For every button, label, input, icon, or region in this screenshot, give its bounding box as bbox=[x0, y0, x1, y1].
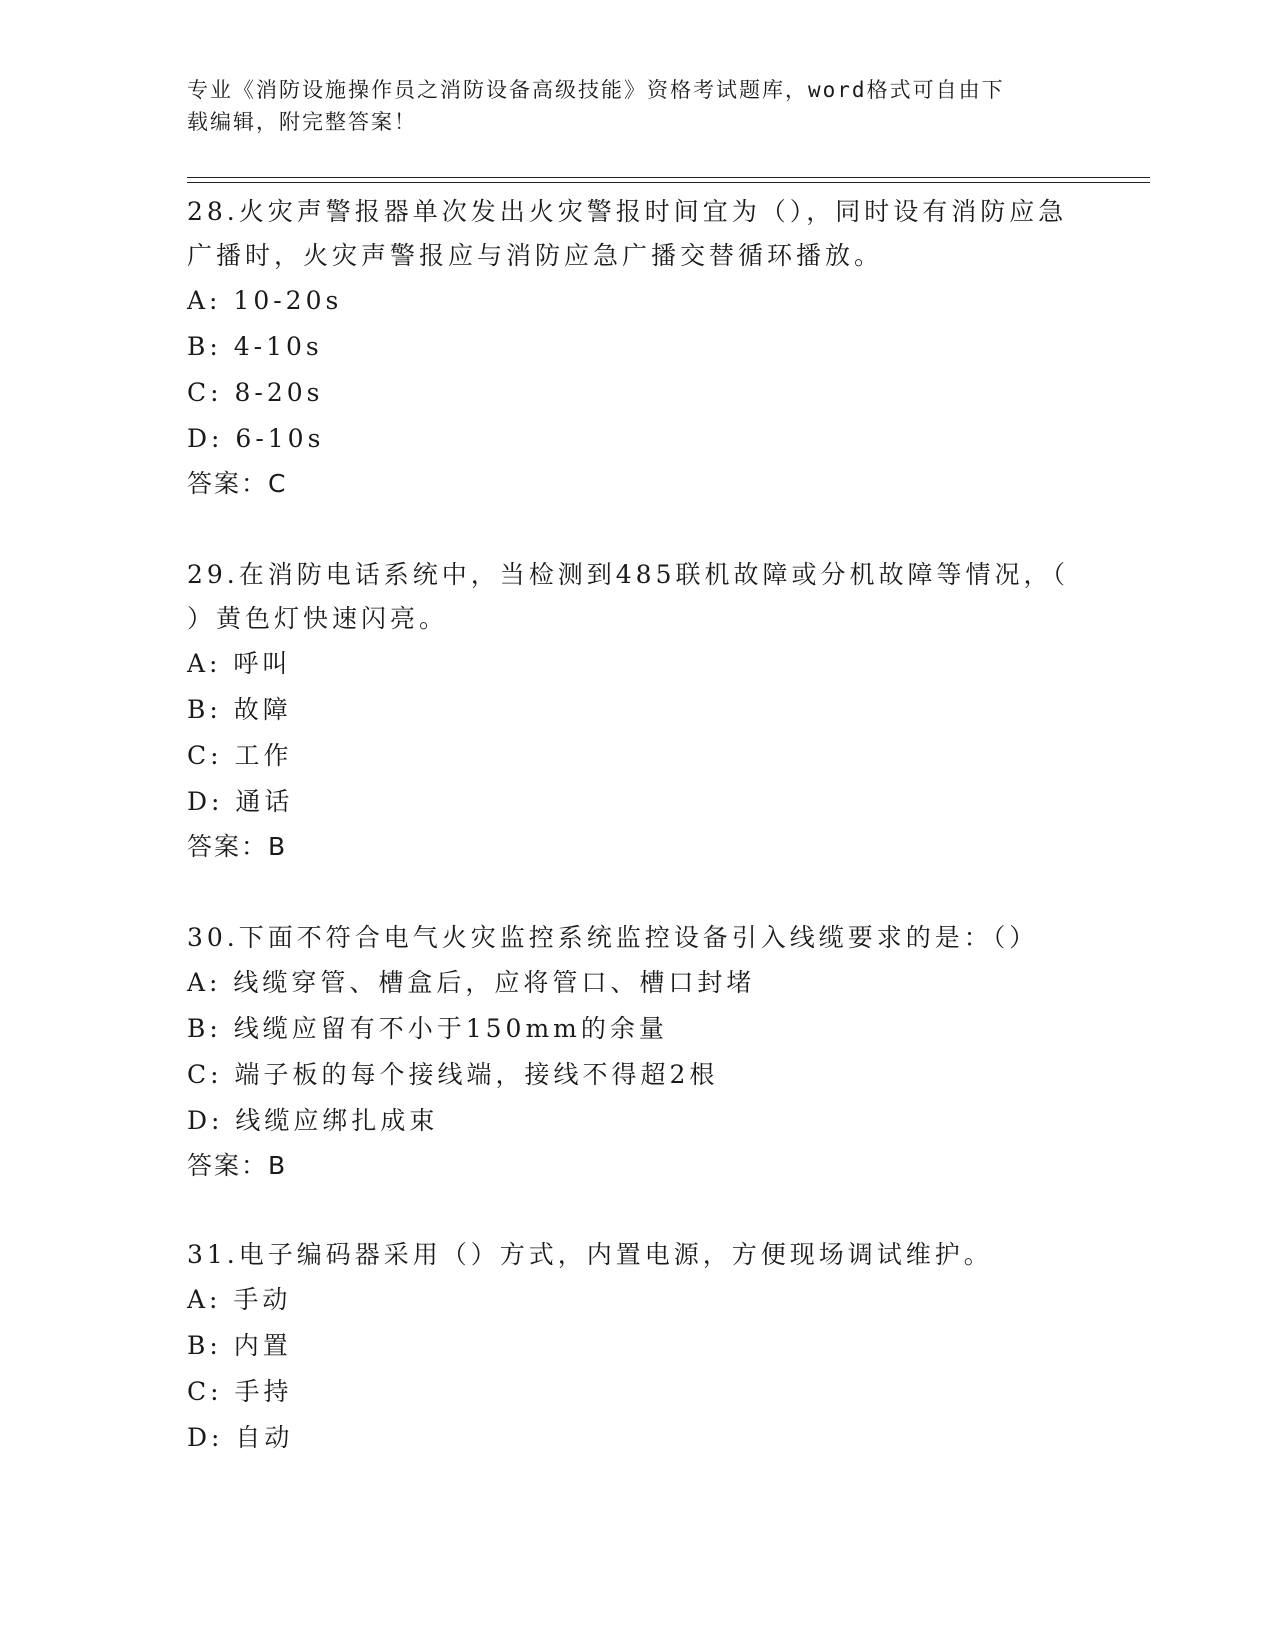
option-d: D: 线缆应绑扎成束 bbox=[187, 1106, 439, 1135]
question-30 bbox=[187, 916, 1087, 1188]
option-b: B: 线缆应留有不小于150mm的余量 bbox=[187, 1014, 668, 1043]
question-text-line-1: 31.电子编码器采用（）方式，内置电源，方便现场调试维护。 bbox=[187, 1240, 993, 1269]
option-a: A: 10-20s bbox=[187, 286, 343, 315]
option-a: A: 呼叫 bbox=[187, 649, 292, 678]
answer-line: 答案：B bbox=[187, 832, 288, 861]
question-text-line-2: 广播时，火灾声警报应与消防应急广播交替循环播放。 bbox=[187, 241, 884, 270]
question-31 bbox=[187, 1233, 1087, 1461]
option-d: D: 6-10s bbox=[187, 424, 325, 453]
answer-line: 答案：C bbox=[187, 469, 288, 498]
question-28 bbox=[187, 190, 1087, 506]
question-text-line-1: 29.在消防电话系统中，当检测到485联机故障或分机故障等情况，（ bbox=[187, 560, 1069, 589]
option-c: C: 8-20s bbox=[187, 378, 324, 407]
header-line-1: 专业《消防设施操作员之消防设备高级技能》资格考试题库，word格式可自由下 bbox=[187, 78, 1005, 102]
header-divider-bottom bbox=[187, 182, 1150, 183]
option-b: B: 故障 bbox=[187, 695, 292, 724]
document-header bbox=[187, 74, 1067, 138]
question-text-line-1: 28.火灾声警报器单次发出火灾警报时间宜为（），同时设有消防应急 bbox=[187, 197, 1068, 226]
option-c: C: 端子板的每个接线端，接线不得超2根 bbox=[187, 1060, 719, 1089]
header-line-2: 载编辑，附完整答案！ bbox=[187, 110, 417, 134]
question-text-line-1: 30.下面不符合电气火灾监控系统监控设备引入线缆要求的是：（） bbox=[187, 923, 1039, 952]
option-a: A: 手动 bbox=[187, 1285, 292, 1314]
option-c: C: 工作 bbox=[187, 741, 293, 770]
option-b: B: 内置 bbox=[187, 1331, 292, 1360]
question-text-line-2: ）黄色灯快速闪亮。 bbox=[187, 604, 449, 633]
option-b: B: 4-10s bbox=[187, 332, 323, 361]
option-d: D: 自动 bbox=[187, 1423, 294, 1452]
question-29 bbox=[187, 553, 1087, 869]
header-divider-top bbox=[187, 177, 1150, 178]
option-a: A: 线缆穿管、槽盒后，应将管口、槽口封堵 bbox=[187, 968, 756, 997]
answer-line: 答案：B bbox=[187, 1151, 288, 1180]
option-c: C: 手持 bbox=[187, 1377, 293, 1406]
option-d: D: 通话 bbox=[187, 787, 294, 816]
